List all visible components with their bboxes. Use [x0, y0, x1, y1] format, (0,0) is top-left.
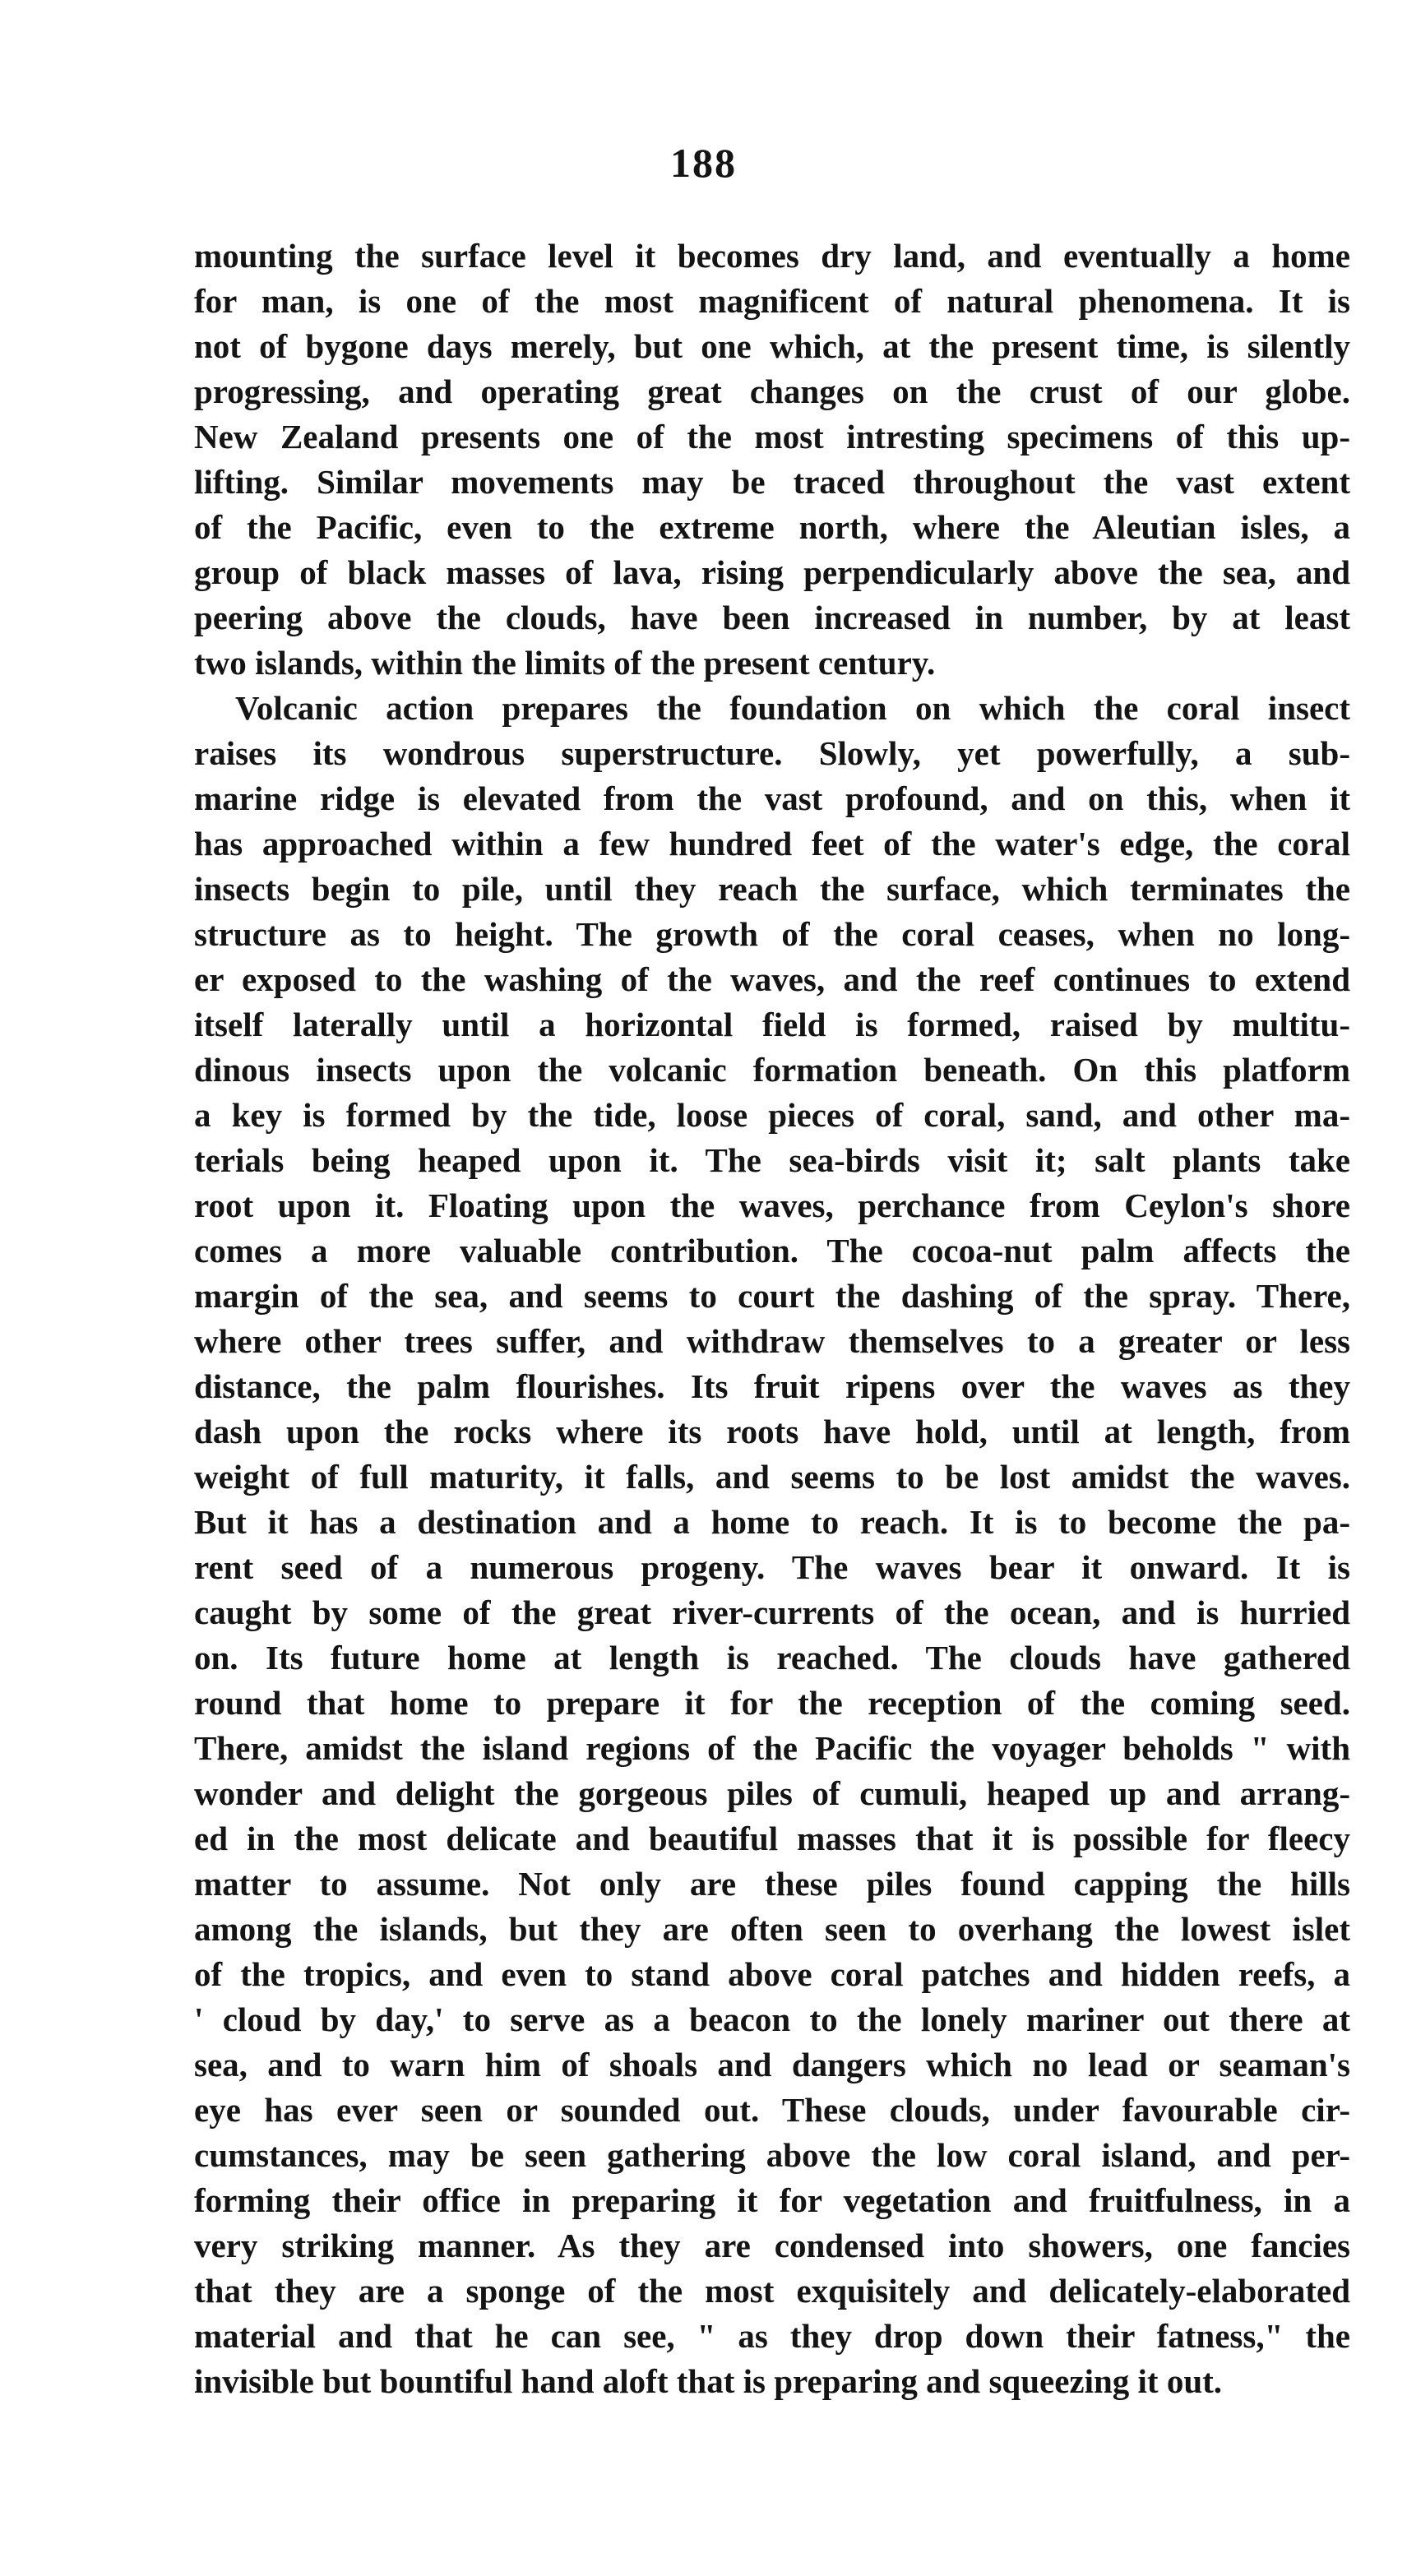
text-line: progressing, and operating great changes on the crust of our globe. — [194, 372, 1350, 410]
text-line: cumstances, may be seen gathering above the low coral island, and per- — [194, 2136, 1350, 2174]
text-line: itself laterally until a horizontal field is formed, raised by multitu- — [194, 1006, 1350, 1043]
text-line: for man, is one of the most magnificent of natural phenomena. It is — [194, 282, 1350, 320]
text-line: distance, the palm flourishes. Its fruit ripens over the waves as they — [194, 1367, 1350, 1405]
text-line: raises its wondrous superstructure. Slowly, yet powerfully, a sub- — [194, 734, 1350, 772]
text-line: dinous insects upon the volcanic formation beneath. On this platform — [194, 1051, 1350, 1089]
text-line: where other trees suffer, and withdraw themselves to a greater or less — [194, 1322, 1350, 1360]
text-line: material and that he can see, " as they drop down their fatness," the — [194, 2317, 1350, 2355]
page-number: 188 — [670, 140, 737, 186]
text-line: There, amidst the island regions of the Pacific the voyager beholds " with — [194, 1729, 1350, 1767]
text-line: insects begin to pile, until they reach the surface, which terminates the — [194, 870, 1350, 908]
text-line: very striking manner. As they are condensed into showers, one fancies — [194, 2227, 1350, 2264]
text-line: dash upon the rocks where its roots have hold, until at length, from — [194, 1413, 1350, 1450]
text-line: terials being heaped upon it. The sea-birds visit it; salt plants take — [194, 1141, 1350, 1179]
text-line: has approached within a few hundred feet of the water's edge, the coral — [194, 825, 1350, 863]
text-line: on. Its future home at length is reached. The clouds have gathered — [194, 1639, 1350, 1676]
text-line: sea, and to warn him of shoals and dangers which no lead or seaman's — [194, 2046, 1350, 2083]
text-line: matter to assume. Not only are these piles found capping the hills — [194, 1865, 1350, 1903]
text-line: ed in the most delicate and beautiful masses that it is possible for fleecy — [194, 1820, 1350, 1857]
text-line: round that home to prepare it for the reception of the coming seed. — [194, 1684, 1350, 1722]
text-line: comes a more valuable contribution. The cocoa-nut palm affects the — [194, 1232, 1350, 1270]
text-line: margin of the sea, and seems to court the dashing of the spray. There, — [194, 1277, 1350, 1315]
text-line: rent seed of a numerous progeny. The waves bear it onward. It is — [194, 1548, 1350, 1586]
paragraph — [194, 686, 1350, 2404]
text-line: of the Pacific, even to the extreme north, where the Aleutian isles, a — [194, 508, 1350, 546]
text-line: peering above the clouds, have been increased in number, by at least — [194, 599, 1350, 636]
text-line: two islands, within the limits of the present century. — [194, 644, 936, 682]
text-line: ' cloud by day,' to serve as a beacon to the lonely mariner out there at — [194, 2000, 1350, 2038]
text-line: marine ridge is elevated from the vast profound, and on this, when it — [194, 779, 1350, 817]
text-line: lifting. Similar movements may be traced throughout the vast extent — [194, 463, 1350, 501]
text-line: group of black masses of lava, rising perpendicularly above the sea, and — [194, 553, 1350, 591]
text-line: weight of full maturity, it falls, and seems to be lost amidst the waves. — [194, 1458, 1350, 1496]
text-line: root upon it. Floating upon the waves, perchance from Ceylon's shore — [194, 1186, 1350, 1224]
text-line: not of bygone days merely, but one which, at the present time, is silently — [194, 327, 1350, 365]
text-line: among the islands, but they are often seen to overhang the lowest islet — [194, 1910, 1350, 1948]
body-text — [194, 234, 1350, 2404]
text-line: that they are a sponge of the most exquisitely and delicately-elaborated — [194, 2272, 1350, 2310]
text-line: er exposed to the washing of the waves, and the reef continues to extend — [194, 960, 1350, 998]
paragraph — [194, 234, 1350, 686]
text-line: forming their office in preparing it for vegetation and fruitfulness, in a — [194, 2181, 1350, 2219]
text-line: invisible but bountiful hand aloft that is preparing and squeezing it out. — [194, 2362, 1223, 2400]
text-line: eye has ever seen or sounded out. These clouds, under favourable cir- — [194, 2091, 1350, 2129]
text-line: a key is formed by the tide, loose pieces of coral, sand, and other ma- — [194, 1096, 1350, 1134]
text-line: of the tropics, and even to stand above coral patches and hidden reefs, a — [194, 1955, 1350, 1993]
text-line: wonder and delight the gorgeous piles of cumuli, heaped up and arrang- — [194, 1774, 1350, 1812]
text-line: caught by some of the great river-currents of the ocean, and is hurried — [194, 1593, 1350, 1631]
text-line: structure as to height. The growth of the coral ceases, when no long- — [194, 915, 1350, 953]
text-line: But it has a destination and a home to reach. It is to become the pa- — [194, 1503, 1350, 1541]
text-line: Volcanic action prepares the foundation on which the coral insect — [235, 689, 1350, 727]
text-line: New Zealand presents one of the most intresting specimens of this up- — [194, 418, 1350, 456]
text-line: mounting the surface level it becomes dry land, and eventually a home — [194, 237, 1350, 275]
